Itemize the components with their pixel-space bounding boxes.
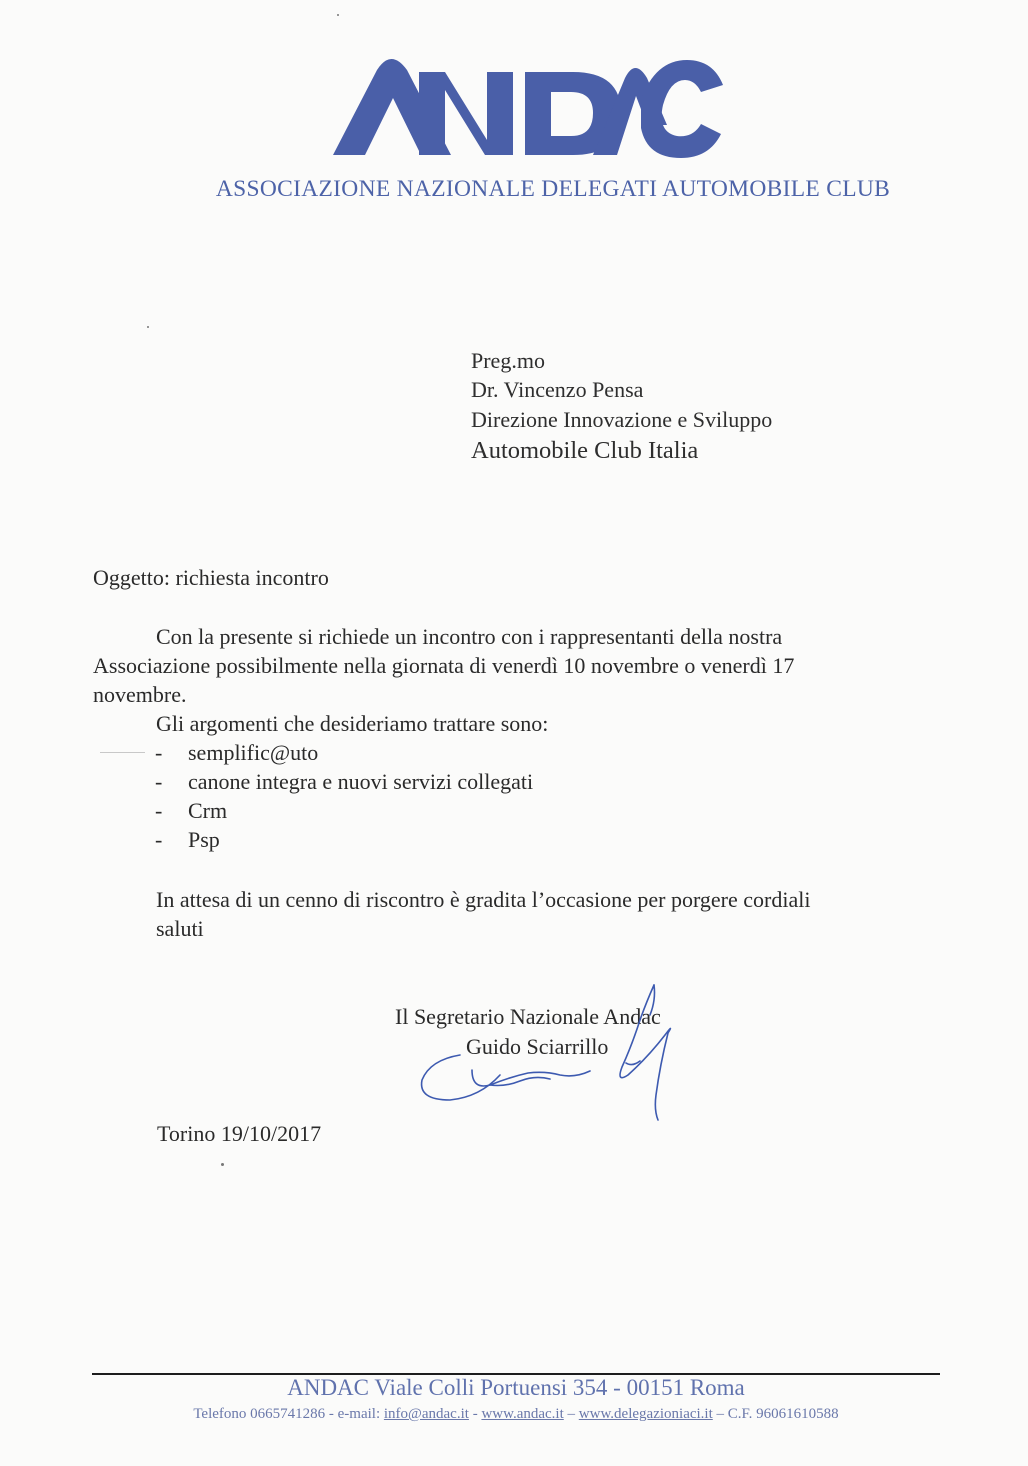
scan-speck [337, 14, 339, 16]
list-bullet: - [155, 769, 163, 794]
handwritten-signature [410, 975, 700, 1125]
footer-tax-code: – C.F. 96061610588 [712, 1406, 839, 1422]
footer-website-link[interactable]: www.delegazioniaci.it [578, 1406, 713, 1422]
footer-separator: - [468, 1406, 482, 1422]
list-bullet: - [155, 740, 163, 765]
list-bullet: - [155, 827, 163, 852]
closing-line2: saluti [156, 916, 204, 941]
organization-name: ASSOCIAZIONE NAZIONALE DELEGATI AUTOMOBILE CLUB [215, 176, 891, 202]
recipient-name: Dr. Vincenzo Pensa [471, 377, 644, 402]
topic-item: Psp [188, 827, 220, 852]
topics-intro: Gli argomenti che desideriamo trattare sono: [156, 711, 549, 736]
place-date: Torino 19/10/2017 [157, 1121, 322, 1146]
scan-speck [147, 326, 149, 328]
footer-website-link[interactable]: www.andac.it [481, 1406, 564, 1422]
footer-email-link[interactable]: info@andac.it [383, 1406, 469, 1422]
scan-mark [100, 752, 145, 753]
footer-separator: – [563, 1406, 579, 1422]
closing-line1: In attesa di un cenno di riscontro è gradita l’occasione per porgere cordiali [156, 887, 811, 912]
scan-speck [221, 1163, 224, 1166]
andac-logo [325, 50, 725, 165]
recipient-salutation: Preg.mo [471, 348, 545, 373]
signatory-title: Il Segretario Nazionale Andac [395, 1004, 661, 1029]
subject-line: Oggetto: richiesta incontro [93, 565, 329, 590]
body-para1-line3: novembre. [93, 682, 187, 707]
list-bullet: - [155, 798, 163, 823]
recipient-organization: Automobile Club Italia [471, 437, 699, 464]
body-para1-line2: Associazione possibilmente nella giornata di venerdì 10 novembre o venerdì 17 [93, 653, 795, 678]
footer-address: ANDAC Viale Colli Portuensi 354 - 00151 Roma [287, 1375, 745, 1400]
topic-item: Crm [188, 798, 228, 823]
topic-item: canone integra e nuovi servizi collegati [188, 769, 534, 794]
footer-phone: Telefono 0665741286 - e-mail: [193, 1406, 384, 1422]
recipient-department: Direzione Innovazione e Sviluppo [471, 407, 773, 432]
body-para1-line1: Con la presente si richiede un incontro con i rappresentanti della nostra [156, 624, 783, 649]
footer-contacts [92, 1406, 940, 1423]
topic-item: semplific@uto [188, 740, 319, 765]
signatory-name: Guido Sciarrillo [466, 1034, 609, 1059]
